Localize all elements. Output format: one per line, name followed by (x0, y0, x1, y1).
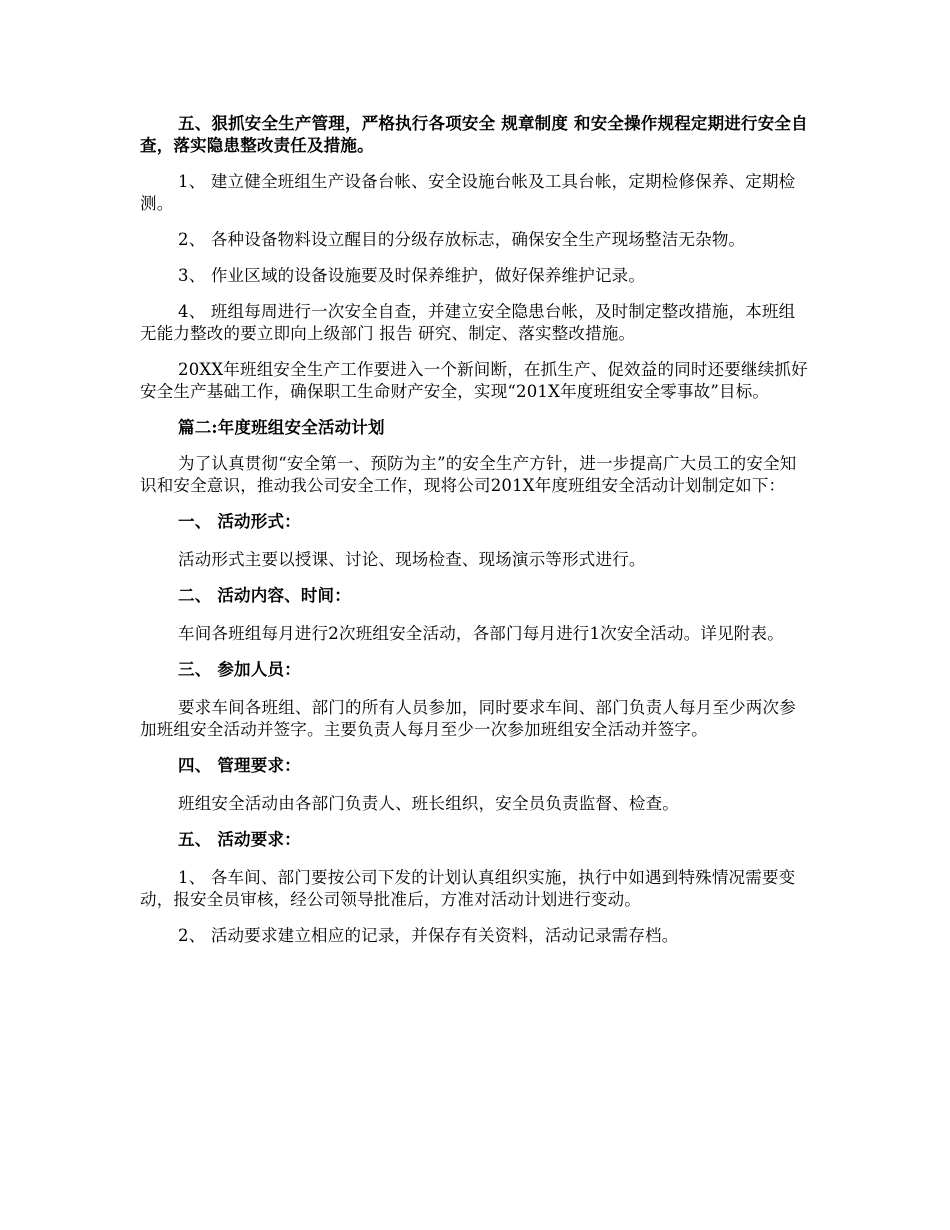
list-item: 2、 活动要求建立相应的记录，并保存有关资料，活动记录需存档。 (178, 926, 679, 945)
list-item: 1、 建立健全班组生产设备台帐、安全设施台帐及工具台帐，定期检修保养、定期检测。 (140, 172, 796, 213)
paragraph: 车间各班组每月进行2次班组安全活动，各部门每月进行1次安全活动。详见附表。 (178, 624, 784, 643)
list-item: 3、 作业区域的设备设施要及时保养维护，做好保养维护记录。 (178, 266, 646, 285)
section-heading: 四、 管理要求： (178, 756, 301, 775)
section-heading: 五、狠抓安全生产管理，严格执行各项安全 规章制度 和安全操作规程定期进行安全自查，落实隐患整改责任及措施。 (140, 114, 808, 155)
list-item: 1、 各车间、部门要按公司下发的计划认真组织实施，执行中如遇到特殊情况需要变动，报安全员审核，经公司领导批准后，方准对活动计划进行变动。 (140, 868, 796, 909)
document-body (140, 113, 812, 961)
paragraph: 为了认真贯彻“安全第一、预防为主”的安全生产方针，进一步提高广大员工的安全知识和安全意识，推动我公司安全工作，现将公司201X年度班组安全活动计划制定如下： (140, 454, 797, 495)
section-heading: 五、 活动要求： (178, 830, 301, 849)
list-item: 2、 各种设备物料设立醒目的分级存放标志，确保安全生产现场整洁无杂物。 (178, 230, 746, 249)
chapter-title: 篇二:年度班组安全活动计划 (178, 418, 385, 437)
section-heading: 三、 参加人员： (178, 660, 301, 679)
paragraph: 要求车间各班组、部门的所有人员参加，同时要求车间、部门负责人每月至少两次参加班组安全活动并签字。主要负责人每月至少一次参加班组安全活动并签字。 (140, 698, 796, 739)
section-heading: 一、 活动形式： (178, 512, 301, 531)
paragraph: 20XX年班组安全生产工作要进入一个新间断，在抓生产、促效益的同时还要继续抓好安全生产基础工作，确保职工生命财产安全，实现“201X年度班组安全零事故”目标。 (140, 360, 808, 401)
section-heading: 二、 活动内容、时间： (178, 586, 351, 605)
paragraph: 班组安全活动由各部门负责人、班长组织，安全员负责监督、检查。 (178, 794, 679, 813)
paragraph: 活动形式主要以授课、讨论、现场检查、现场演示等形式进行。 (178, 550, 646, 569)
list-item: 4、 班组每周进行一次安全自查，并建立安全隐患台帐，及时制定整改措施，本班组无能力整改的要立即向上级部门 报告 研究、制定、落实整改措施。 (140, 302, 796, 343)
